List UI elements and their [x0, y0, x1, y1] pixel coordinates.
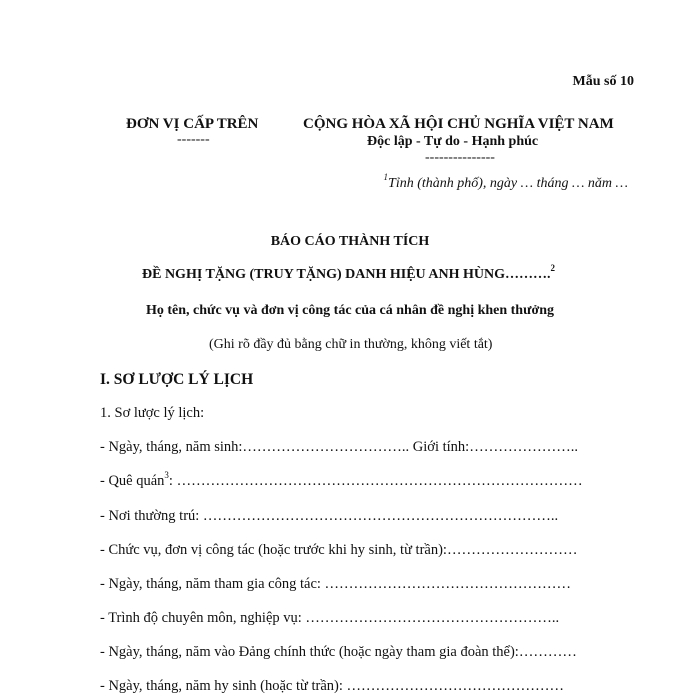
report-subtitle: ĐỀ NGHỊ TẶNG (TRUY TẶNG) DANH HIỆU ANH HÙNG……….$^2$	[142, 263, 555, 282]
field-join-date: - Ngày, tháng, năm tham gia công tác: ……………………………………………	[100, 576, 572, 592]
field-position: - Chức vụ, đơn vị công tác (hoặc trước khi hy sinh, từ trần):………………………	[100, 542, 578, 558]
country-name: CỘNG HÒA XÃ HỘI CHỦ NGHĨA VIỆT NAM	[303, 116, 614, 132]
footnote-marker: 3	[164, 470, 169, 481]
field-party-date: - Ngày, tháng, năm vào Đảng chính thức (hoặc ngày tham gia đoàn thể):…………	[100, 644, 577, 660]
section-heading: I. SƠ LƯỢC LÝ LỊCH	[100, 371, 254, 388]
footnote-marker: 2	[550, 263, 555, 274]
writing-note: (Ghi rõ đầy đủ bằng chữ in thường, không viết tắt)	[209, 337, 493, 352]
footnote-marker: 1	[383, 172, 389, 183]
report-title: BÁO CÁO THÀNH TÍCH	[270, 234, 430, 249]
superior-unit: ĐƠN VỊ CẤP TRÊN	[126, 116, 259, 132]
place-and-date: $^1$Tỉnh (thành phố), ngày … tháng … năm …	[383, 172, 628, 191]
field-residence: - Nơi thường trú: ………………………………………………………………..	[100, 508, 559, 524]
field-date-of-birth: - Ngày, tháng, năm sinh:…………………………….. Giới tính:…………………..	[100, 439, 578, 455]
person-description: Họ tên, chức vụ và đơn vị công tác của cá nhân đề nghị khen thưởng	[146, 303, 555, 318]
field-education: - Trình độ chuyên môn, nghiệp vụ: ……………………………………………..	[100, 610, 560, 626]
superior-unit-underline: -------	[177, 132, 210, 147]
field-hometown: - Quê quán$^3$: …………………………………………………………………………	[100, 470, 583, 489]
form-number: Mẫu số 10	[572, 74, 634, 89]
field-death-date: - Ngày, tháng, năm hy sinh (hoặc từ trần): ………………………………………	[100, 678, 565, 694]
motto-underline: ---------------	[425, 150, 495, 165]
national-motto: Độc lập - Tự do - Hạnh phúc	[367, 134, 539, 149]
subsection-heading: 1. Sơ lược lý lịch:	[100, 405, 205, 421]
